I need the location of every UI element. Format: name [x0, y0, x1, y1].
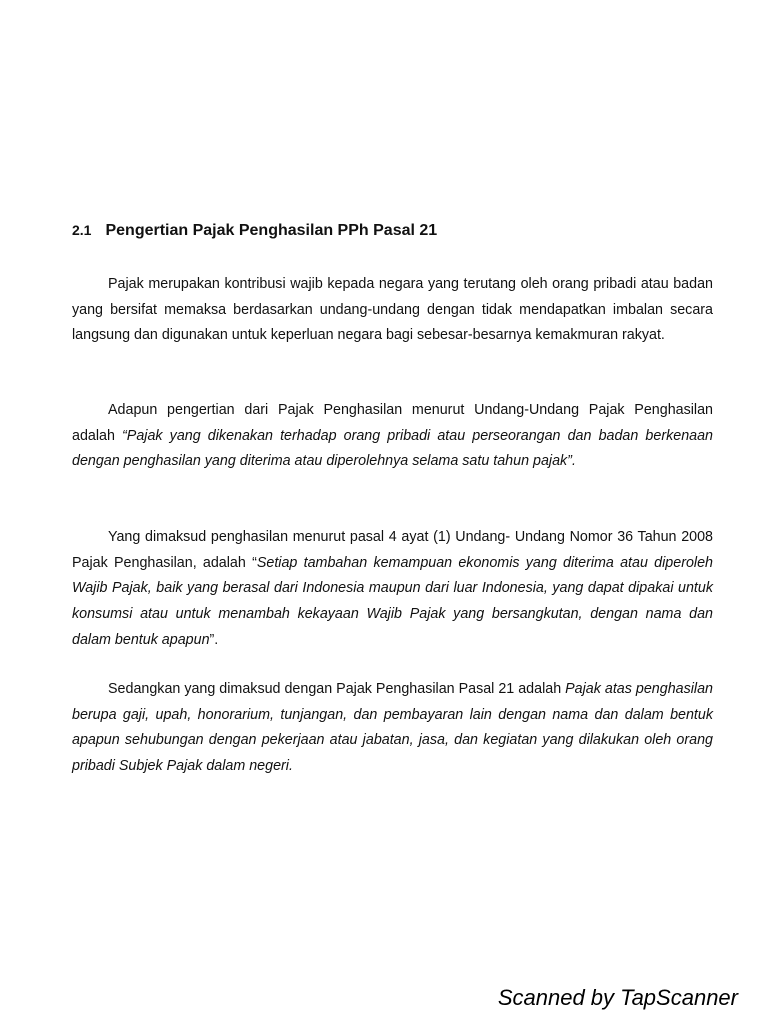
paragraph-pph21-definition — [72, 677, 713, 780]
paragraph-quote: Pajak atas penghasilan berupa gaji, upah, honorarium, tunjangan, dan pembayaran lain dengan nama dan dalam bentuk apapun sehubungan dengan pekerjaan atau jabatan, jasa, dan kegiatan yang dilakukan oleh orang pribadi Subjek Pajak dalam negeri. — [72, 681, 714, 775]
paragraph-text: Pajak merupakan kontribusi wajib kepada negara yang terutang oleh orang pribadi atau badan yang bersifat memaksa berdasarkan undang-undang dengan tidak mendapatkan imbalan secara langsung dan digunakan untuk keperluan negara bagi sebesar-besarnya kemakmuran rakyat. — [72, 276, 713, 344]
section-title: Pengertian Pajak Penghasilan PPh Pasal 21 — [105, 222, 438, 239]
paragraph-quote: Setiap tambahan kemampuan ekonomis yang diterima atau diperoleh Wajib Pajak, baik yang berasal dari Indonesia maupun dari luar Indonesia, yang dapat dipakai untuk konsumsi atau untuk menambah kekayaan Wajib Pajak yang bersangkutan, dengan nama dan dalam bentuk apapun — [72, 554, 713, 648]
scanner-watermark: Scanned by TapScanner — [497, 985, 738, 1010]
paragraph-tail: ”. — [209, 631, 219, 648]
section-number: 2.1 — [72, 222, 92, 238]
paragraph-tax-definition — [72, 272, 713, 349]
paragraph-lead: Yang dimaksud penghasilan menurut pasal 4 ayat (1) Undang- Undang Nomor 36 Tahun 2008 Pajak Penghasilan, adalah “ — [72, 529, 713, 571]
section-heading — [72, 222, 437, 240]
paragraph-quote: “Pajak yang dikenakan terhadap orang pribadi atau perseorangan dan badan berkenaan dengan penghasilan yang diterima atau diperolehnya selama satu tahun pajak”. — [72, 427, 713, 470]
paragraph-income-definition — [72, 525, 713, 654]
paragraph-lead: Adapun pengertian dari Pajak Penghasilan menurut Undang-Undang Pajak Penghasilan adalah — [72, 402, 713, 444]
paragraph-lead: Sedangkan yang dimaksud dengan Pajak Penghasilan Pasal 21 adalah — [108, 681, 566, 697]
paragraph-income-tax-law — [72, 398, 713, 475]
